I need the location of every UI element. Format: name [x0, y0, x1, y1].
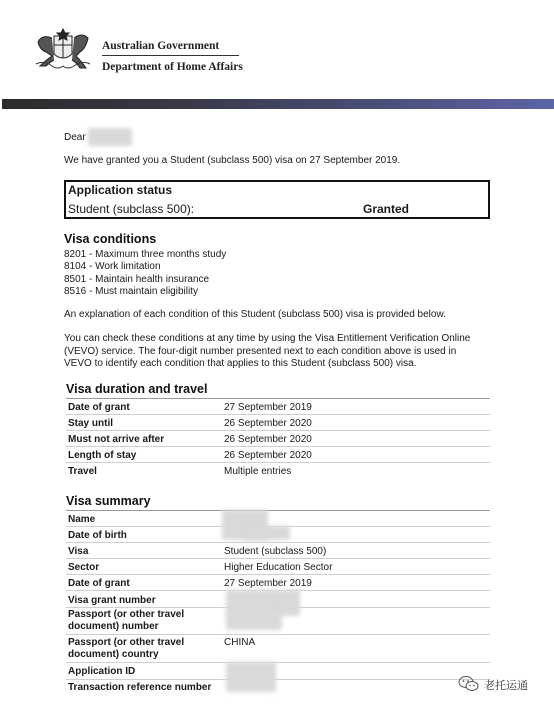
table-row — [66, 431, 490, 447]
row-key: Passport (or other travel — [68, 609, 185, 620]
row-value: 27 September 2019 — [224, 402, 312, 413]
row-key: Name — [68, 514, 96, 525]
row-key: Date of birth — [68, 530, 127, 541]
condition-item: 8501 - Maintain health insurance — [64, 273, 210, 285]
row-key: Passport (or other travel — [68, 637, 185, 648]
conditions-heading: Visa conditions — [64, 232, 157, 246]
row-key: Transaction reference number — [68, 682, 212, 693]
redacted-name — [88, 128, 132, 146]
row-key: Date of grant — [68, 578, 130, 589]
row-value: 26 September 2020 — [224, 450, 312, 461]
row-value: 26 September 2020 — [224, 418, 312, 429]
status-title: Application status — [68, 183, 173, 197]
wechat-icon — [458, 675, 480, 693]
row-key: Travel — [68, 466, 97, 477]
redacted-dob-value — [244, 526, 290, 540]
row-key: Sector — [68, 562, 100, 573]
vevo-line: VEVO to identify each condition that applies to this Student (subclass 500) visa. — [64, 358, 417, 369]
coat-of-arms-icon — [32, 26, 94, 72]
row-key: Visa — [68, 546, 89, 557]
row-key: Must not arrive after — [68, 434, 165, 445]
department-title: Department of Home Affairs — [102, 61, 243, 73]
condition-item: 8516 - Must maintain eligibility — [64, 285, 198, 297]
table-row — [66, 415, 490, 431]
table-row — [66, 663, 490, 680]
grant-sentence: We have granted you a Student (subclass 500) visa on 27 September 2019. — [64, 155, 401, 166]
row-key: Visa grant number — [68, 595, 156, 606]
row-value: Multiple entries — [224, 466, 292, 477]
row-key: Length of stay — [68, 450, 137, 461]
row-key: Application ID — [68, 666, 136, 677]
row-value: 27 September 2019 — [224, 578, 312, 589]
condition-item: 8201 - Maximum three months study — [64, 249, 227, 260]
header-banner — [2, 99, 554, 109]
row-key: Date of grant — [68, 402, 130, 413]
table-row — [66, 463, 490, 478]
table-row — [66, 543, 490, 559]
conditions-list — [64, 249, 226, 298]
row-value: Higher Education Sector — [224, 562, 333, 573]
table-row — [66, 511, 490, 527]
watermark — [458, 674, 538, 696]
status-visa-type: Student (subclass 500): — [68, 202, 195, 216]
redacted-passport-number — [226, 612, 282, 630]
conditions-explanation: An explanation of each condition of this Student (subclass 500) visa is provided below. — [64, 309, 446, 320]
row-key-line2: document) number — [68, 621, 159, 632]
row-value: CHINA — [224, 637, 256, 648]
table-row — [66, 399, 490, 415]
row-value: Student (subclass 500) — [224, 546, 327, 557]
summary-heading: Visa summary — [66, 494, 151, 508]
vevo-line: (VEVO) service. The four-digit number presented next to each condition above is used in — [64, 345, 457, 357]
salutation: Dear — [64, 132, 86, 143]
row-key: Stay until — [68, 418, 114, 429]
condition-item: 8104 - Work limitation — [64, 261, 161, 273]
government-title: Australian Government — [102, 40, 220, 52]
header-rule — [102, 55, 239, 56]
status-value: Granted — [363, 202, 410, 216]
watermark-text: 老托运通 — [484, 680, 528, 692]
table-row — [66, 635, 490, 663]
table-row — [66, 447, 490, 463]
row-value: 26 September 2020 — [224, 434, 312, 445]
row-key-line2: document) country — [68, 649, 159, 660]
table-row — [66, 575, 490, 591]
table-row — [66, 559, 490, 575]
vevo-line: You can check these conditions at any time by using the Visa Entitlement Verification Online — [64, 333, 471, 344]
duration-heading: Visa duration and travel — [66, 382, 208, 396]
redacted-application-id — [226, 662, 276, 692]
table-row — [66, 680, 490, 695]
